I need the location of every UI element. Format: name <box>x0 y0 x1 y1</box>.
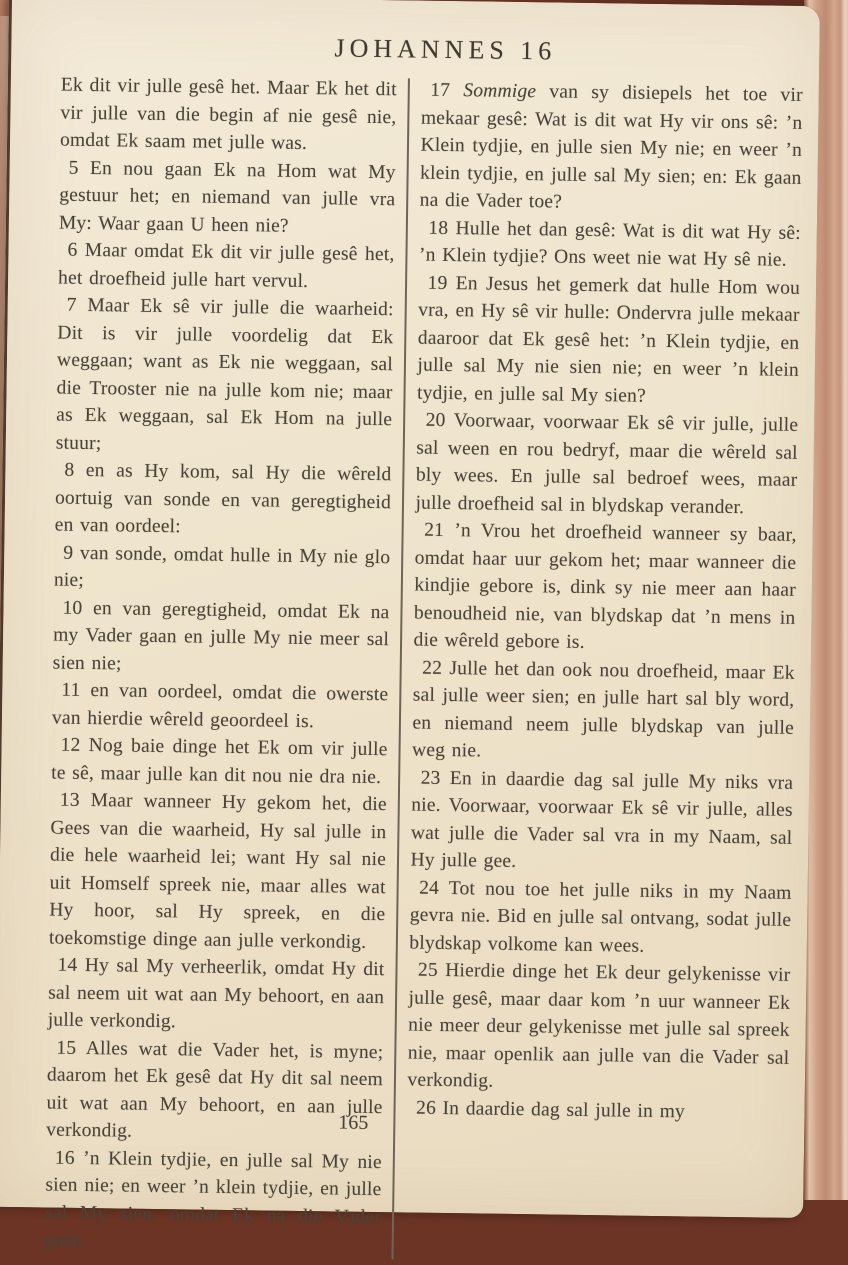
verse-19: 19 En Jesus het gemerk dat hulle Hom wou vra, en Hy sê vir hulle: Ondervra julle mekaar daaroor dat Ek gesê het: ’n Klein tydjie, en julle sal My nie sien nie; en weer ’n klein tydjie, en julle sal My sien? <box>416 272 801 407</box>
verse-number: 26 <box>415 1097 443 1119</box>
verse-10: 10 en van geregtigheid, omdat Ek na my Vader gaan en julle My nie meer sal sien nie; <box>52 597 390 674</box>
verse-6: 6 Maar omdat Ek dit vir julle gesê het, het droefheid julle hart vervul. <box>57 239 395 292</box>
verse-22: 22 Julle het dan ook nou droefheid, maar Ek sal julle weer sien; en julle hart sal bly word, en niemand neem julle blydskap van julle weg nie. <box>411 657 795 762</box>
text-column-right <box>405 77 803 1265</box>
verse-number: 25 <box>417 959 446 982</box>
verse-20: 20 Voorwaar, voorwaar Ek sê vir julle, julle sal ween en rou bedryf, maar die wêreld sal bly wees. En julle sal bedroef wees, maar julle droefheid sal in blydskap verander. <box>415 409 799 518</box>
verse-21: 21 ’n Vrou het droefheid wanneer sy baar, omdat haar uur gekom het; maar wanneer die kindjie gebore is, dink sy nie meer aan haar benoudheid nie, van blydskap dat ’n mens in die wêreld gebore is. <box>413 519 797 653</box>
verse-11: 11 en van oordeel, omdat die owerste van hierdie wêreld geoordeel is. <box>51 679 389 732</box>
verse-number: 16 <box>54 1147 84 1169</box>
verse-16: 16 ’n Klein tydjie, en julle sal My nie sien nie; en weer ’n klein tydjie, en julle sal My sien, omdat Ek na die Vader gaan. <box>44 1147 382 1252</box>
verse-number: 7 <box>66 294 88 316</box>
verse-15: 15 Alles wat die Vader het, is myne; daarom het Ek gesê dat Hy dit sal neem uit wat aan My behoort, en aan julle verkondig. <box>46 1037 384 1142</box>
verse-9: 9 van sonde, omdat hulle in My nie glo nie; <box>53 542 391 591</box>
page-header-title: JOHANNES 16 <box>334 33 557 66</box>
verse-26: 26 In daardie dag sal julle in my <box>415 1097 686 1122</box>
verse-number: 6 <box>67 239 86 261</box>
text-column-left <box>45 72 397 1259</box>
verse-number: 17 <box>430 79 464 102</box>
verse-number: 20 <box>425 409 454 432</box>
verse-13: 13 Maar wanneer Hy gekom het, die Gees van die waarheid, Hy sal julle in die hele waarheid lei; want Hy sal nie uit Homself spreek nie, maar alles wat Hy hoor, sal Hy spreek, en die toekomstige dinge aan julle verkondig. <box>48 789 387 953</box>
verse-24: 24 Tot nou toe het julle niks in my Naam gevra nie. Bid en julle sal ontvang, sodat julle blydskap volkome kan wees. <box>409 877 792 957</box>
italic-lead-word: Sommige <box>463 80 550 103</box>
verse-number: 13 <box>59 789 91 812</box>
verse-12: 12 Nog baie dinge het Ek om vir julle te sê, maar julle kan dit nou nie dra nie. <box>51 734 388 788</box>
verse-number: 10 <box>62 597 94 619</box>
verse-number: 11 <box>61 679 91 702</box>
verse-number: 18 <box>428 217 456 239</box>
verse-number: 21 <box>423 519 455 542</box>
verse-5: 5 En nou gaan Ek na Hom wat My gestuur het; en niemand van julle vra My: Waar gaan U heen nie? <box>58 157 396 237</box>
page-number: 165 <box>338 1111 369 1134</box>
verse-number: 23 <box>420 767 450 789</box>
verse-8: 8 en as Hy kom, sal Hy die wêreld oortuig van sonde en van geregtigheid en van oordeel: <box>54 459 392 538</box>
verse-17: 17 Sommige van sy disiepels het toe vir mekaar gesê: Wat is dit wat Hy vir ons sê: ’n Klein tydjie, en julle sien My nie; en weer ’n klein tydjie, en julle sal My sien; en: Ek gaan na die Vader toe? <box>419 79 803 213</box>
verse-number: 22 <box>422 657 450 679</box>
verse-14: 14 Hy sal My verheerlik, omdat Hy dit sal neem uit wat aan My behoort, en aan julle verkondig. <box>47 954 385 1033</box>
verse-number: 14 <box>57 954 85 976</box>
verse-number: 24 <box>419 877 449 899</box>
verse-continuation: Ek dit vir julle gesê het. Maar Ek het dit vir julle van die begin af nie gesê nie, omdat Ek saam met julle was. <box>59 74 397 155</box>
verse-25: 25 Hierdie dinge het Ek deur gelykenisse vir julle gesê, maar daar kom ’n uur wanneer Ek nie meer deur gelykenisse met julle sal spreek nie, maar openlik aan julle van die Vader sal verkondig. <box>407 959 791 1092</box>
verse-number: 19 <box>427 272 456 294</box>
verse-number: 12 <box>60 734 89 757</box>
verse-number: 9 <box>63 542 81 564</box>
verse-number: 15 <box>56 1037 86 1059</box>
text-block <box>0 71 819 1265</box>
verse-7: 7 Maar Ek sê vir julle die waarheid: Dit is vir julle voordelig dat Ek weggaan; want as Ek nie weggaan, sal die Trooster nie na julle kom nie; maar as Ek weggaan, sal Ek Hom na julle stuur; <box>55 294 394 454</box>
verse-number: 5 <box>68 157 91 179</box>
verse-18: 18 Hulle het dan gesê: Wat is dit wat Hy sê: ’n Klein tydjie? Ons weet nie wat Hy sê nie. <box>418 217 801 271</box>
verse-number: 8 <box>64 459 87 481</box>
verse-23: 23 En in daardie dag sal julle My niks vra nie. Voorwaar, voorwaar Ek sê vir julle, alles wat julle die Vader sal vra in my Naam, sal Hy julle gee. <box>410 767 794 872</box>
